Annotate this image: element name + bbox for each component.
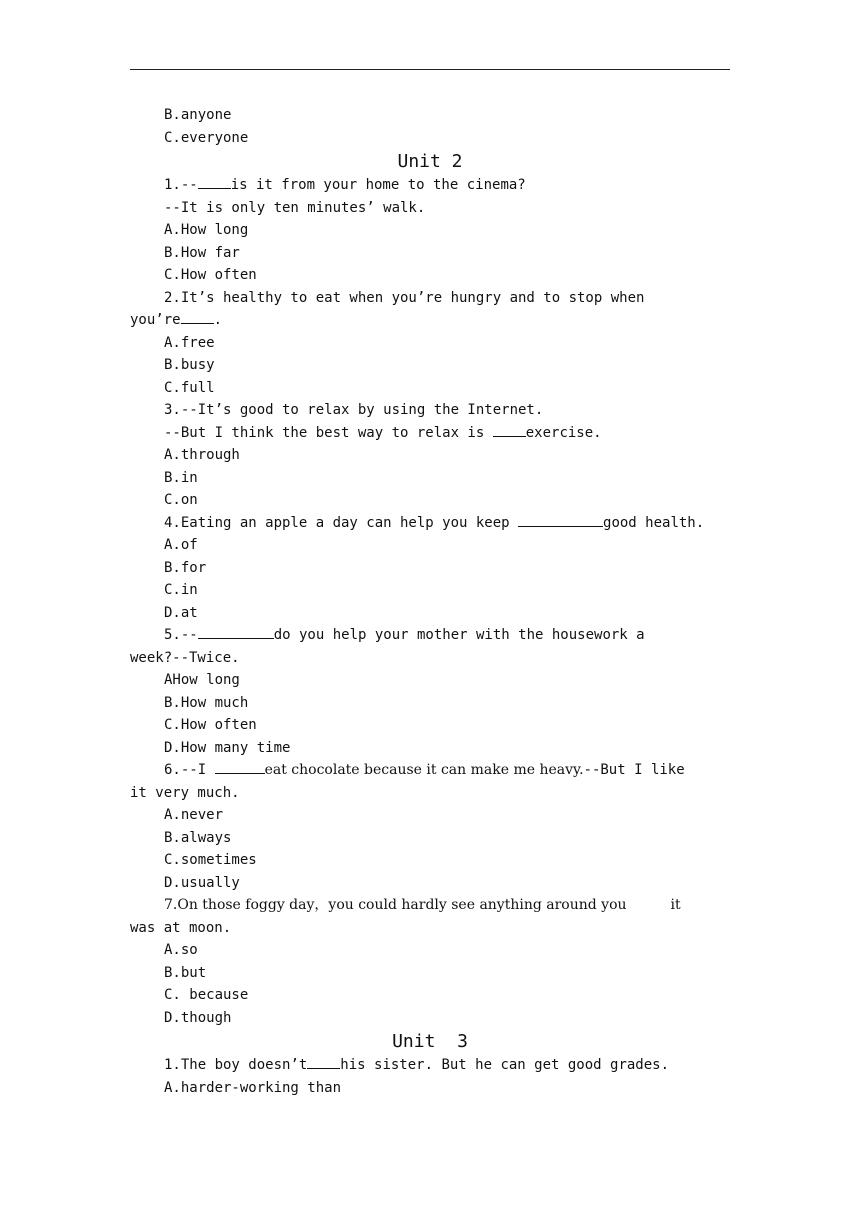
- answer-blank: [181, 311, 214, 324]
- question-text: .: [213, 312, 223, 328]
- option-line: C. because: [164, 987, 249, 1003]
- question-text: his sister. But he can get good grades.: [340, 1057, 670, 1073]
- option-line: B.busy: [164, 357, 215, 373]
- answer-blank: [518, 514, 603, 527]
- answer-blank: [198, 626, 274, 639]
- question-text: good health.: [603, 514, 705, 531]
- option-line: A.so: [164, 942, 198, 958]
- option-line: A.through: [164, 447, 240, 463]
- option-line: A.harder-working than: [164, 1079, 342, 1096]
- question-text: 4.Eating an apple a day can help you keep: [164, 514, 519, 531]
- unit-3-heading: Unit 3: [392, 1031, 468, 1052]
- option-line: B.How much: [164, 694, 249, 711]
- dialogue-answer: --It is only ten minutes’ walk.: [164, 199, 426, 216]
- option-line: D.usually: [164, 874, 240, 891]
- question-text: exercise.: [525, 424, 602, 441]
- dialogue-answer: [130, 422, 730, 445]
- question-5-line-2: week?--Twice.: [130, 649, 240, 666]
- document-body: [130, 104, 730, 1099]
- question-2-line-1: 2.It’s healthy to eat when you’re hungry and to stop when: [164, 289, 645, 306]
- question-7-line-1: 7.On those foggy day，you could hardly see anything around you it: [164, 897, 681, 913]
- option-line: A.of: [164, 537, 198, 553]
- header-rule: [130, 69, 730, 70]
- option-line: C.in: [164, 582, 198, 598]
- option-line: B.in: [164, 469, 198, 486]
- option-line: C.How often: [164, 717, 257, 733]
- question-text: --But I think the best way to relax is: [164, 424, 493, 441]
- answer-blank: [493, 424, 526, 437]
- option-line: A.never: [164, 807, 224, 823]
- option-line: A.free: [164, 334, 215, 351]
- answer-blank: [198, 176, 231, 189]
- option-line: B.but: [164, 964, 207, 981]
- question-text: 1.The boy doesn’t: [164, 1057, 308, 1073]
- question-1: [130, 174, 730, 197]
- unit-3-question-1: [130, 1054, 730, 1077]
- option-line: B.How far: [164, 244, 240, 261]
- option-line: C.How often: [164, 267, 257, 283]
- question-5-line-1: 5.-- do you help your mother with the housework a: [164, 627, 645, 643]
- question-6-line-1: 6.--I eat chocolate because it can make me heavy.--But I like: [164, 762, 685, 778]
- question-6-line-2: it very much.: [130, 784, 240, 801]
- option-line: D.though: [164, 1009, 232, 1026]
- question-4: [130, 512, 730, 535]
- option-line: C.sometimes: [164, 852, 257, 868]
- question-text: 1.--: [164, 177, 198, 193]
- option-line: C.full: [164, 379, 215, 396]
- question-text: is it from your home to the cinema?: [230, 177, 526, 193]
- question-2-line-2: you’re .: [130, 312, 223, 328]
- option-line: A.How long: [164, 222, 249, 238]
- option-line: C.everyone: [164, 129, 249, 146]
- answer-blank: [215, 761, 265, 774]
- unit-2-heading: Unit 2: [397, 151, 463, 172]
- option-line: B.anyone: [164, 107, 232, 123]
- option-line: AHow long: [164, 672, 240, 688]
- option-line: B.for: [164, 559, 207, 576]
- option-line: D.How many time: [164, 739, 291, 756]
- option-line: C.on: [164, 492, 198, 508]
- option-line: B.always: [164, 829, 232, 846]
- answer-blank: [307, 1056, 340, 1069]
- option-line: D.at: [164, 604, 198, 621]
- question-7-line-2: was at moon.: [130, 919, 232, 936]
- question-3: 3.--It’s good to relax by using the Internet.: [164, 402, 544, 418]
